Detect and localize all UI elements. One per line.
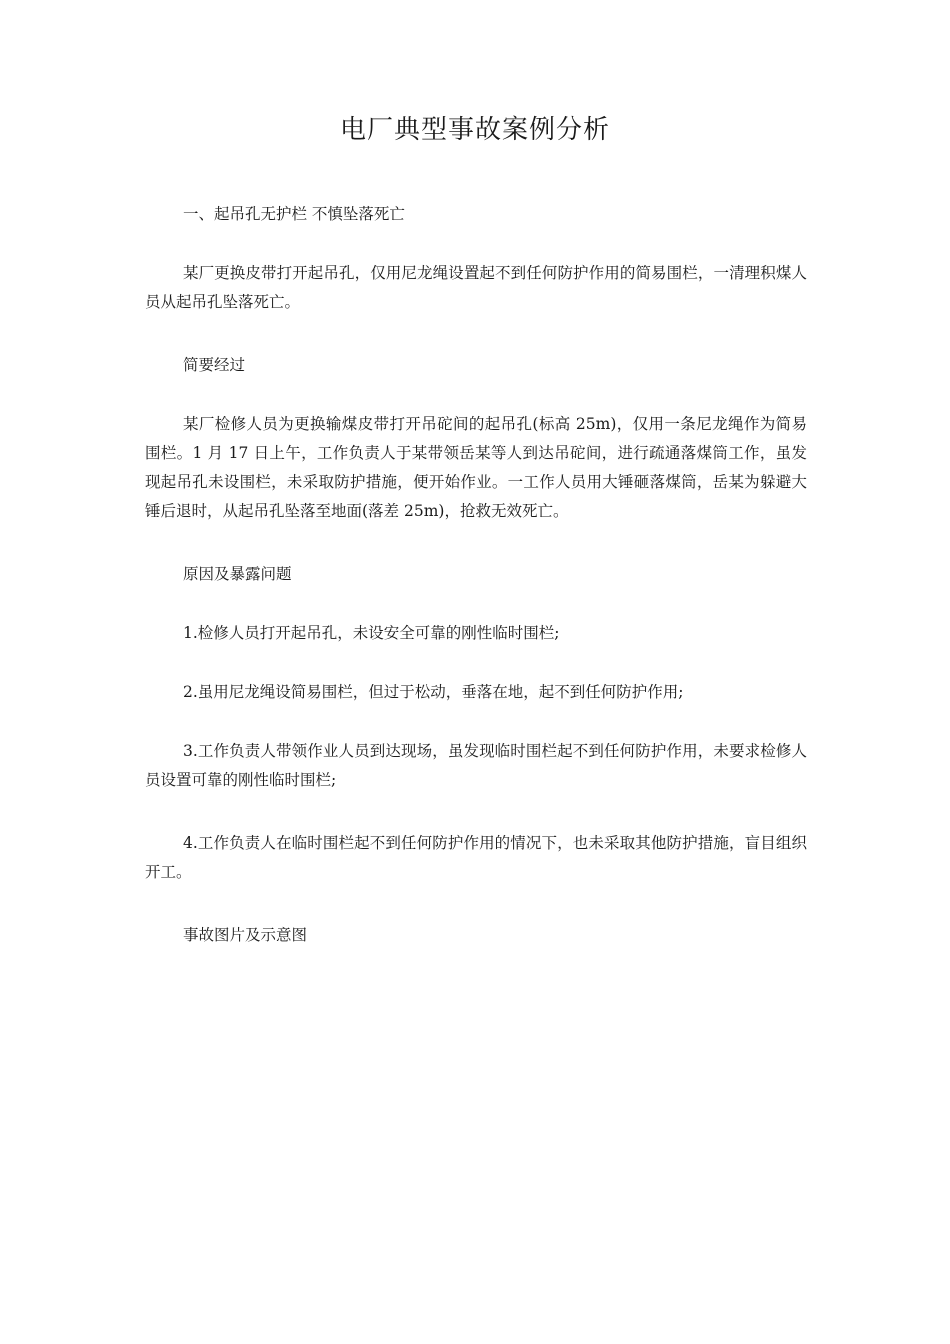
- process-paragraph: 某厂检修人员为更换输煤皮带打开吊砣间的起吊孔(标高 25m)，仅用一条尼龙绳作为简易围栏。1 月 17 日上午，工作负责人于某带领岳某等人到达吊砣间，进行疏通落煤筒工作，虽发现起吊孔未设围栏，未采取防护措施，便开始作业。一工作人员用大锤砸落煤筒，岳某为躲避大锤后退时，从起吊孔坠落至地面(落差 25m)，抢救无效死亡。: [145, 415, 807, 520]
- page-title: 电厂典型事故案例分析: [339, 115, 610, 145]
- document-body: [145, 200, 807, 980]
- subheading-causes: 原因及暴露问题: [182, 565, 292, 583]
- cause-item-4: 4.工作负责人在临时围栏起不到任何防护作用的情况下，也未采取其他防护措施，盲目组织开工。: [145, 834, 807, 881]
- section-heading-1: 一、起吊孔无护栏 不慎坠落死亡: [182, 205, 405, 223]
- subheading-brief-process: 简要经过: [182, 356, 245, 374]
- subheading-pictures: 事故图片及示意图: [182, 926, 307, 944]
- cause-item-3: 3.工作负责人带领作业人员到达现场，虽发现临时围栏起不到任何防护作用，未要求检修人员设置可靠的刚性临时围栏;: [145, 742, 807, 789]
- cause-item-2: 2.虽用尼龙绳设简易围栏，但过于松动，垂落在地，起不到任何防护作用;: [182, 683, 684, 701]
- cause-item-1: 1.检修人员打开起吊孔，未设安全可靠的刚性临时围栏;: [182, 624, 560, 642]
- summary-paragraph: 某厂更换皮带打开起吊孔，仅用尼龙绳设置起不到任何防护作用的简易围栏，一清理积煤人员从起吊孔坠落死亡。: [145, 264, 807, 311]
